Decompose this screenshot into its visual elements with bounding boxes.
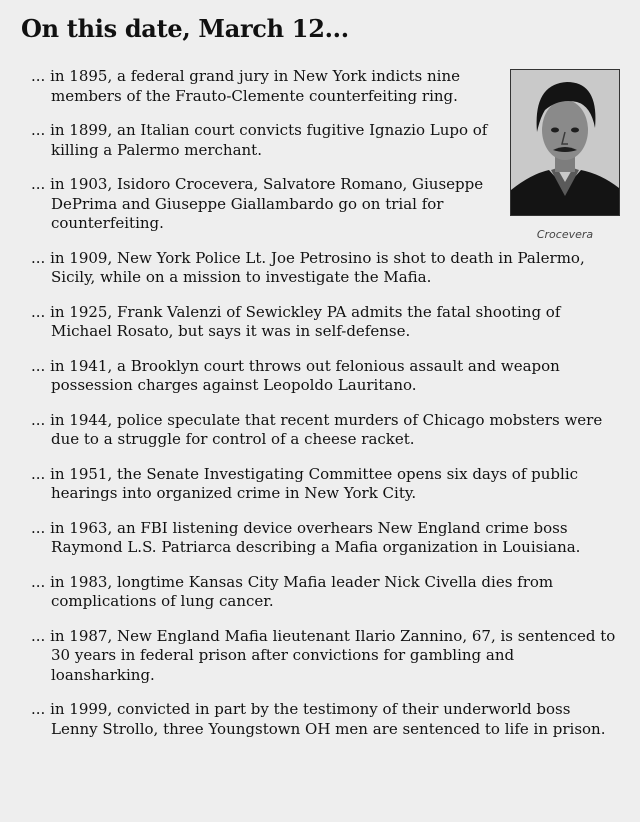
entry-1951: ... in 1951, the Senate Investigating Committee opens six days of public hearings into organized crime in New York City.: [31, 464, 579, 502]
portrait-left-eye: [551, 128, 559, 133]
entry-1963: ... in 1963, an FBI listening device overhears New England crime boss Raymond L.S. Patriarca describing a Mafia organization in Louisiana.: [31, 518, 581, 556]
entry-1909: ... in 1909, New York Police Lt. Joe Petrosino is shot to death in Palermo, Sicily, while on a mission to investigate the Mafia.: [31, 248, 585, 286]
portrait-right-eye: [571, 128, 579, 133]
entry-1999: ... in 1999, convicted in part by the testimony of their underworld boss Lenny Strollo, three Youngstown OH men are sentenced to life in prison.: [31, 700, 606, 738]
entry-1925: ... in 1925, Frank Valenzi of Sewickley PA admits the fatal shooting of Michael Rosato, but says it was in self-defense.: [31, 302, 561, 340]
photo-caption: Crocevera: [536, 228, 594, 241]
entry-1987: ... in 1987, New England Mafia lieutenant Ilario Zannino, 67, is sentenced to 30 years in federal prison after convictions for gambling and loansharking.: [31, 626, 616, 684]
page-title: On this date, March 12...: [21, 14, 349, 43]
entry-1941: ... in 1941, a Brooklyn court throws out felonious assault and weapon possession charges against Leopoldo Lauritano.: [31, 356, 560, 394]
entry-1895: ... in 1895, a federal grand jury in New York indicts nine members of the Frauto-Clemente counterfeiting ring.: [31, 67, 461, 105]
crocevera-photo-figure: [510, 69, 620, 241]
entry-1944: ... in 1944, police speculate that recent murders of Chicago mobsters were due to a struggle for control of a cheese racket.: [31, 410, 603, 448]
entry-1899: ... in 1899, an Italian court convicts fugitive Ignazio Lupo of killing a Palermo merchant.: [31, 121, 488, 159]
entry-1903: ... in 1903, Isidoro Crocevera, Salvatore Romano, Giuseppe DePrima and Giuseppe Giallambardo go on trial for counterfeiting.: [31, 175, 484, 232]
entry-1983: ... in 1983, longtime Kansas City Mafia leader Nick Civella dies from complications of lung cancer.: [31, 572, 554, 610]
crocevera-portrait-image: [510, 69, 620, 216]
